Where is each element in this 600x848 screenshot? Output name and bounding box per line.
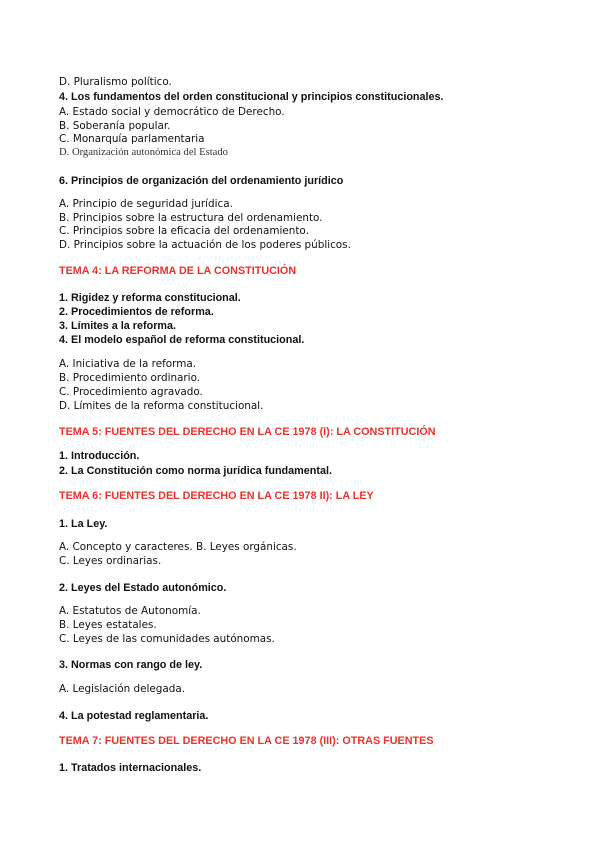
- tema-heading: TEMA 4: LA REFORMA DE LA CONSTITUCIÓN: [59, 265, 297, 277]
- list-item: A. Iniciativa de la reforma.: [59, 358, 196, 370]
- section-heading: 6. Principios de organización del ordenamiento jurídico: [59, 175, 344, 187]
- list-item: B. Procedimiento ordinario.: [59, 372, 201, 384]
- section-heading: 4. El modelo español de reforma constitucional.: [59, 334, 305, 346]
- list-item: C. Monarquía parlamentaria: [59, 133, 205, 145]
- section-heading: 1. Tratados internacionales.: [59, 762, 202, 774]
- section-heading: 1. La Ley.: [59, 518, 108, 530]
- list-item: B. Leyes estatales.: [59, 619, 157, 631]
- list-item: C. Procedimiento agravado.: [59, 386, 203, 398]
- tema-heading: TEMA 6: FUENTES DEL DERECHO EN LA CE 1978 II): LA LEY: [59, 490, 374, 502]
- list-item: A. Estado social y democrático de Derecho.: [59, 106, 285, 118]
- list-item: A. Principio de seguridad jurídica.: [59, 198, 233, 210]
- section-heading: 2. Leyes del Estado autonómico.: [59, 582, 227, 594]
- section-heading: 2. Procedimientos de reforma.: [59, 306, 214, 318]
- section-heading: 1. Introducción.: [59, 450, 140, 462]
- list-item: A. Legislación delegada.: [59, 683, 186, 695]
- list-item: C. Leyes ordinarias.: [59, 555, 162, 567]
- section-heading: 4. La potestad reglamentaria.: [59, 710, 209, 722]
- list-item: D. Pluralismo político.: [59, 76, 172, 88]
- section-heading: 3. Normas con rango de ley.: [59, 659, 203, 671]
- section-heading: 2. La Constitución como norma jurídica fundamental.: [59, 465, 332, 477]
- list-item: B. Principios sobre la estructura del ordenamiento.: [59, 212, 323, 224]
- list-item: C. Leyes de las comunidades autónomas.: [59, 633, 275, 645]
- tema-heading: TEMA 5: FUENTES DEL DERECHO EN LA CE 1978 (I): LA CONSTITUCIÓN: [59, 426, 436, 438]
- list-item: A. Estatutos de Autonomía.: [59, 605, 201, 617]
- section-heading: 3. Límites a la reforma.: [59, 320, 177, 332]
- tema-heading: TEMA 7: FUENTES DEL DERECHO EN LA CE 1978 (III): OTRAS FUENTES: [59, 735, 434, 747]
- list-item: A. Concepto y caracteres. B. Leyes orgánicas.: [59, 541, 297, 553]
- list-item: B. Soberanía popular.: [59, 120, 171, 132]
- section-heading: 1. Rigidez y reforma constitucional.: [59, 292, 241, 304]
- list-item: D. Límites de la reforma constitucional.: [59, 400, 264, 412]
- list-item: D. Principios sobre la actuación de los poderes públicos.: [59, 239, 351, 251]
- list-item: C. Principios sobre la eficacia del ordenamiento.: [59, 225, 309, 237]
- section-heading: 4. Los fundamentos del orden constitucional y principios constitucionales.: [59, 91, 444, 103]
- list-item: D. Organización autonómica del Estado: [59, 147, 228, 158]
